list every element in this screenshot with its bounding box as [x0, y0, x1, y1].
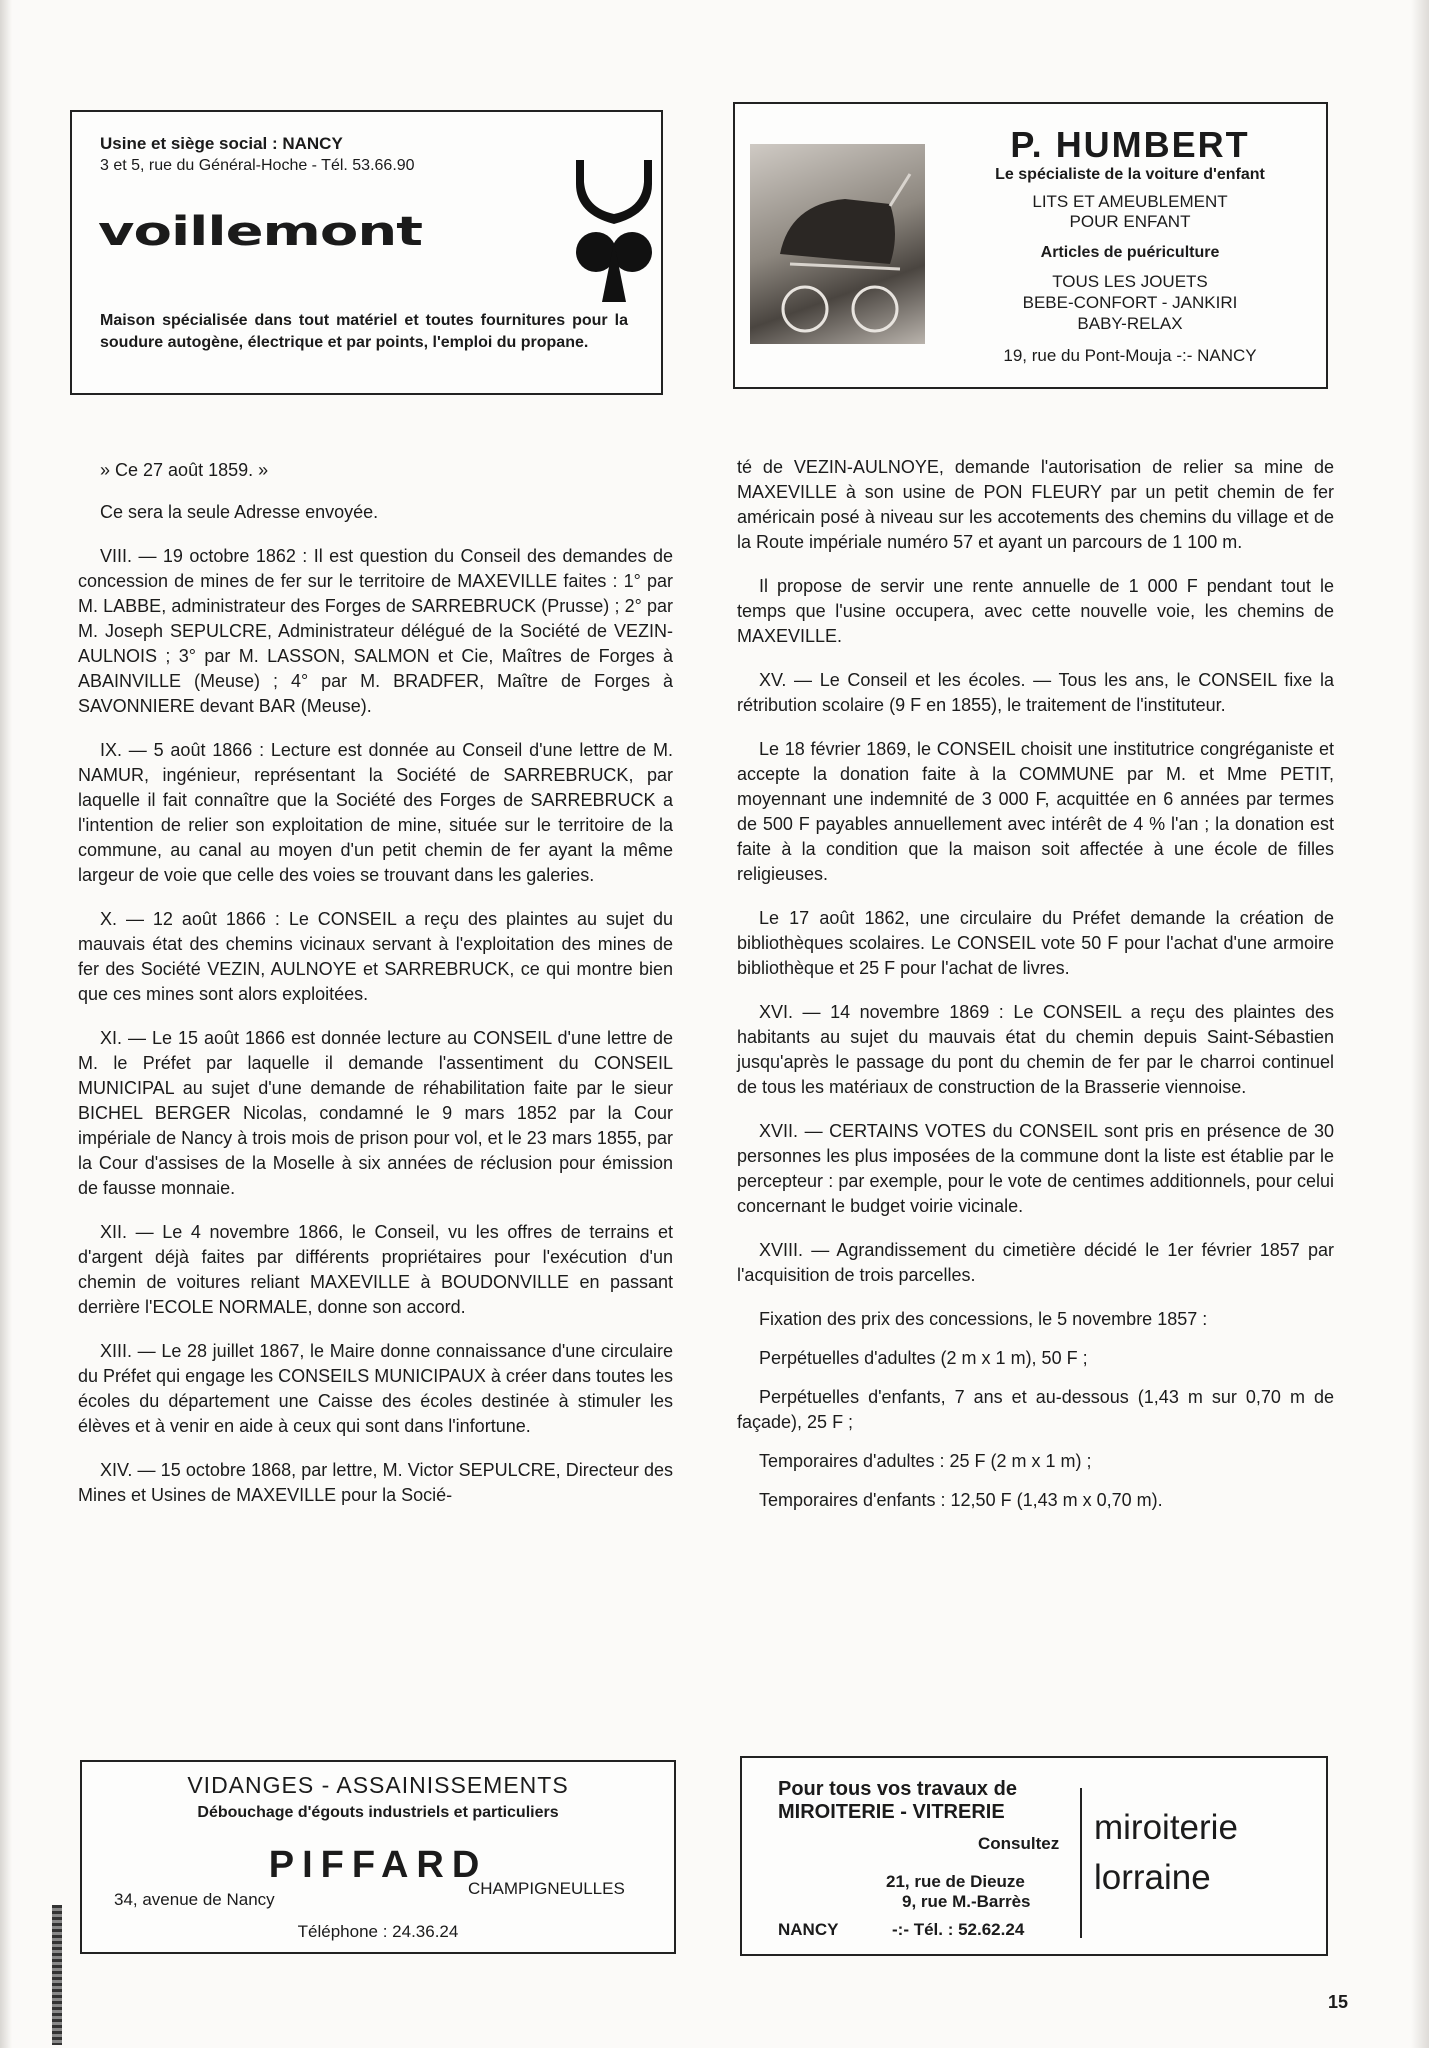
ad-humbert-name: P. HUMBERT	[1010, 124, 1250, 165]
paragraph: XIV. — 15 octobre 1868, par lettre, M. Victor SEPULCRE, Directeur des Mines et Usines de MAXEVILLE pour la Socié-	[78, 1460, 673, 1505]
voillemont-logo: voillemont	[98, 208, 423, 256]
paragraph: XIII. — Le 28 juillet 1867, le Maire donne connaissance d'une circulaire du Préfet qui engage les CONSEILS MUNICIPAUX à créer dans toutes les écoles du département une Caisse des écoles destinée à stimuler les élèves et à venir en aide à ceux qui sont dans l'infortune.	[78, 1341, 673, 1436]
page-right-shadow	[1411, 0, 1429, 2048]
ad-miroiterie-line2: MIROITERIE - VITRERIE	[778, 1801, 1005, 1823]
right-text-column	[737, 455, 1334, 1527]
ad-piffard-city: CHAMPIGNEULLES	[468, 1879, 625, 1898]
ad-voillemont-line1: Usine et siège social : NANCY	[100, 134, 343, 153]
paragraph: XVI. — 14 novembre 1869 : Le CONSEIL a reçu des plaintes des habitants au sujet du mauvais état du chemin depuis Saint-Sébastien jusqu'après le passage du pont du chemin de fer par le charroi continuel de tous les matériaux de construction de la Brasserie viennoise.	[737, 1002, 1334, 1097]
voillemont-emblem-icon	[572, 152, 656, 312]
ad-humbert-line2: POUR ENFANT	[1069, 212, 1191, 231]
page-left-shadow	[0, 0, 12, 2048]
ad-miroiterie-city: NANCY	[778, 1920, 839, 1939]
pram-icon	[750, 144, 925, 344]
ad-miroiterie-tel: -:- Tél. : 52.62.24	[892, 1920, 1025, 1939]
paragraph: Perpétuelles d'enfants, 7 ans et au-dessous (1,43 m sur 0,70 m de façade), 25 F ;	[737, 1387, 1334, 1432]
ad-piffard-header: VIDANGES - ASSAINISSEMENTS	[187, 1772, 569, 1798]
paragraph: » Ce 27 août 1859. »	[100, 460, 269, 480]
pram-photo	[750, 144, 925, 344]
divider	[1080, 1788, 1082, 1938]
ad-piffard-address: 34, avenue de Nancy	[114, 1890, 275, 1909]
ad-humbert-tagline: Le spécialiste de la voiture d'enfant	[995, 166, 1265, 183]
ad-piffard-phone: Téléphone : 24.36.24	[297, 1922, 459, 1941]
paragraph: Perpétuelles d'adultes (2 m x 1 m), 50 F ;	[759, 1348, 1088, 1368]
paragraph: XI. — Le 15 août 1866 est donnée lecture au CONSEIL d'une lettre de M. le Préfet par laquelle il demande l'assentiment du CONSEIL MUNICIPAL au sujet d'une demande de réhabilitation faite par le sieur BICHEL BERGER Nicolas, condamné le 9 mars 1852 par la Cour impériale de Nancy à trois mois de prison pour vol, et le 23 mars 1855, par la Cour d'assises de la Moselle à six années de réclusion pour émission de fausse monnaie.	[78, 1028, 673, 1198]
ad-voillemont-line2: 3 et 5, rue du Général-Hoche - Tél. 53.66.90	[100, 157, 415, 174]
ad-miroiterie	[740, 1756, 1328, 1956]
paragraph: XVIII. — Agrandissement du cimetière décidé le 1er février 1857 par l'acquisition de trois parcelles.	[737, 1240, 1334, 1285]
paragraph: Fixation des prix des concessions, le 5 novembre 1857 :	[759, 1309, 1208, 1329]
paragraph: Il propose de servir une rente annuelle de 1 000 F pendant tout le temps que l'usine occupera, avec cette nouvelle voie, les chemins de MAXEVILLE.	[737, 576, 1334, 646]
ad-humbert	[733, 102, 1328, 389]
paragraph: X. — 12 août 1866 : Le CONSEIL a reçu des plaintes au sujet du mauvais état des chemins vicinaux servant à l'exploitation des mines de fer des Société VEZIN, AULNOYE et SARREBRUCK, ce qui montre bien que ces mines sont alors exploitées.	[78, 909, 673, 1004]
ad-humbert-line6: BABY-RELAX	[1077, 314, 1183, 333]
ad-voillemont-description: Maison spécialisée dans tout matériel et toutes fournitures pour la soudure autogène, électrique et par points, l'emploi du propane.	[100, 312, 628, 351]
left-text-column	[78, 458, 673, 1527]
paragraph: XV. — Le Conseil et les écoles. — Tous les ans, le CONSEIL fixe la rétribution scolaire (9 F en 1855), le traitement de l'instituteur.	[737, 670, 1334, 715]
paragraph: IX. — 5 août 1866 : Lecture est donnée au Conseil d'une lettre de M. NAMUR, ingénieur, représentant la Société de SARREBRUCK, par laquelle il fait connaître que la Société des Forges de SARREBRUCK a l'intention de relier son exploitation de mine, située sur le territoire de la commune, au canal au moyen d'un petit chemin de fer ayant la même largeur de voie que celle des voies se trouvant dans les galeries.	[78, 740, 673, 885]
ad-miroiterie-consult: Consultez	[978, 1834, 1060, 1853]
ad-miroiterie-line1: Pour tous vos travaux de	[778, 1778, 1017, 1800]
ad-humbert-line3: Articles de puériculture	[1040, 244, 1220, 261]
paragraph: VIII. — 19 octobre 1862 : Il est question du Conseil des demandes de concession de mines de fer sur le territoire de MAXEVILLE faites : 1° par M. LABBE, administrateur des Forges de SARREBRUCK (Prusse) ; 2° par M. Joseph SEPULCRE, Administrateur délégué de la Société de VEZIN-AULNOIS ; 3° par M. LASSON, SALMON et Cie, Maîtres de Forges à ABAINVILLE (Meuse) ; 4° par M. BRADFER, Maître de Forges à SAVONNIERE devant BAR (Meuse).	[78, 546, 673, 716]
paragraph: Le 17 août 1862, une circulaire du Préfet demande la création de bibliothèques scolaires. Le CONSEIL vote 50 F pour l'achat d'une armoire bibliothèque et 25 F pour l'achat de livres.	[737, 908, 1334, 978]
ad-piffard-subheader: Débouchage d'égouts industriels et particuliers	[197, 1804, 559, 1821]
ad-humbert-line4: TOUS LES JOUETS	[1052, 272, 1208, 291]
ad-humbert-line1: LITS ET AMEUBLEMENT	[1032, 192, 1228, 211]
ad-miroiterie-brand-line2: lorraine	[1094, 1858, 1211, 1897]
paragraph: Le 18 février 1869, le CONSEIL choisit une institutrice congréganiste et accepte la donation faite à la COMMUNE par M. et Mme PETIT, moyennant une indemnité de 3 000 F, acquittée en 6 années par termes de 500 F payables annuellement avec intérêt de 4 % l'an ; la donation est faite à la condition que la maison soit affectée à une école de filles religieuses.	[737, 739, 1334, 884]
paragraph: Ce sera la seule Adresse envoyée.	[100, 502, 379, 522]
paragraph: Temporaires d'enfants : 12,50 F (1,43 m x 0,70 m).	[759, 1490, 1163, 1510]
binding-mark	[52, 1905, 62, 2045]
ad-voillemont	[70, 110, 663, 395]
paragraph: Temporaires d'adultes : 25 F (2 m x 1 m) ;	[759, 1451, 1092, 1471]
ad-humbert-line5: BEBE-CONFORT - JANKIRI	[1022, 293, 1238, 312]
ad-piffard	[80, 1760, 676, 1954]
paragraph: té de VEZIN-AULNOYE, demande l'autorisation de relier sa mine de MAXEVILLE à son usine de PON FLEURY par un petit chemin de fer américain posé à niveau sur les accotements des chemins du village et de la Route impériale numéro 57 et ayant un parcours de 1 100 m.	[737, 457, 1334, 552]
paragraph: XVII. — CERTAINS VOTES du CONSEIL sont pris en présence de 30 personnes les plus imposées de la commune dont la liste est établie par le percepteur : par exemple, pour le vote de centimes additionnels, pour celui concernant le budget voirie vicinale.	[737, 1121, 1334, 1216]
page-number: 15	[1328, 1992, 1349, 2012]
ad-humbert-address: 19, rue du Pont-Mouja -:- NANCY	[1003, 346, 1257, 365]
ad-miroiterie-brand-line1: miroiterie	[1094, 1808, 1238, 1847]
ad-miroiterie-addr1: 21, rue de Dieuze	[886, 1872, 1025, 1891]
paragraph: XII. — Le 4 novembre 1866, le Conseil, vu les offres de terrains et d'argent déjà faites par différents propriétaires pour l'exécution d'un chemin de voitures reliant MAXEVILLE à BOUDONVILLE en passant derrière l'ECOLE NORMALE, donne son accord.	[78, 1222, 673, 1317]
ad-miroiterie-addr2: 9, rue M.-Barrès	[902, 1892, 1031, 1911]
ad-piffard-name: PIFFARD	[268, 1844, 488, 1886]
